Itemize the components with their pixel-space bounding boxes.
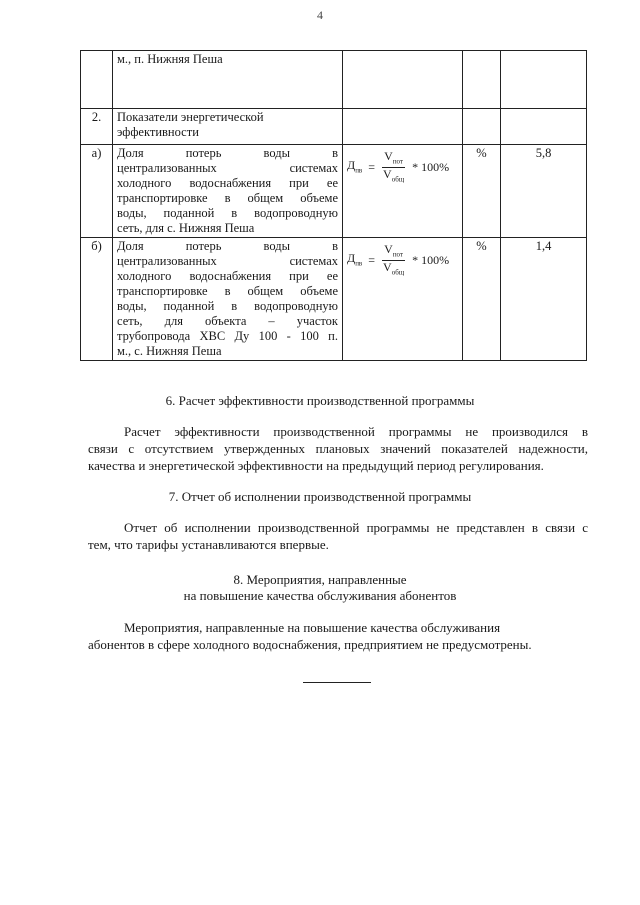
desc-line: м., с. Нижняя Пеша	[117, 344, 222, 358]
fraction-numerator	[382, 150, 405, 168]
formula-symbol: Д	[347, 250, 356, 265]
formula-lhs	[347, 158, 362, 178]
desc-line: воды, поданной в водопроводную	[117, 206, 338, 220]
fraction-denominator	[381, 168, 406, 185]
loss-formula	[347, 150, 458, 186]
desc-line: воды, поданной в водопроводную	[117, 299, 338, 313]
fraction-denominator	[381, 261, 406, 278]
unit-cell: %	[463, 238, 501, 361]
desc-line: Доля потерь воды в	[117, 146, 338, 160]
table-row	[81, 238, 587, 361]
value-cell	[501, 109, 587, 145]
row-description	[113, 51, 343, 109]
desc-line: трубопровода ХВС Ду 100 - 100 п.	[117, 329, 338, 343]
formula-cell	[343, 51, 463, 109]
row-number-cell	[81, 51, 113, 109]
formula-subscript: пв	[355, 166, 363, 175]
numerator-subscript: пот	[392, 250, 404, 259]
row-description	[113, 145, 343, 238]
formula-multiplier: * 100%	[412, 160, 450, 175]
paragraph-line: Мероприятия, направленные на повышение качества обслуживания	[124, 620, 501, 635]
section-8-heading-line-1: 8. Мероприятия, направленные	[233, 572, 407, 587]
desc-line: эффективности	[117, 125, 199, 139]
desc-line: централизованных системах	[117, 161, 338, 175]
formula-cell	[343, 145, 463, 238]
row-description	[113, 109, 343, 145]
desc-line: транспортировке в общем объеме	[117, 284, 338, 298]
unit-cell	[463, 51, 501, 109]
desc-line: холодного водоснабжения при ее	[117, 269, 338, 283]
table-row	[81, 51, 587, 109]
desc-line: транспортировке в общем объеме	[117, 191, 338, 205]
formula-subscript: пв	[355, 259, 363, 268]
formula-cell	[343, 238, 463, 361]
desc-line: Показатели энергетической	[117, 110, 264, 124]
value-cell: 1,4	[501, 238, 587, 361]
section-6-heading: 6. Расчет эффективности производственной программы	[165, 393, 475, 408]
denominator-subscript: общ	[391, 175, 405, 184]
value-cell: 5,8	[501, 145, 587, 238]
table-row	[81, 145, 587, 238]
value-cell	[501, 51, 587, 109]
unit-cell	[463, 109, 501, 145]
paragraph-line: Отчет об исполнении производственной программы не представлен в связи с	[124, 520, 588, 535]
desc-line: централизованных системах	[117, 254, 338, 268]
section-8-paragraph	[88, 619, 568, 653]
section-7-paragraph	[88, 519, 588, 553]
formula-fraction	[381, 150, 406, 186]
formula-symbol: Д	[347, 157, 356, 172]
desc-line: м., п. Нижняя Пеша	[117, 52, 223, 66]
indicators-table	[80, 50, 587, 361]
fraction-numerator	[382, 243, 405, 261]
formula-lhs	[347, 251, 362, 271]
desc-line: Доля потерь воды в	[117, 239, 338, 253]
paragraph-line: абонентов в сфере холодного водоснабжения, предприятием не предусмотрены.	[88, 637, 532, 652]
formula-equals: =	[368, 160, 376, 175]
formula-equals: =	[368, 253, 376, 268]
formula-multiplier: * 100%	[412, 253, 450, 268]
section-6-paragraph	[88, 423, 588, 474]
closing-divider	[303, 682, 371, 683]
section-8-heading-line-2: на повышение качества обслуживания абонентов	[183, 588, 457, 603]
row-description	[113, 238, 343, 361]
paragraph-line: тем, что тарифы устанавливаются впервые.	[88, 537, 329, 552]
denominator-symbol: V	[383, 260, 392, 275]
loss-formula	[347, 243, 458, 279]
paragraph-line: Расчет эффективности производственной программы не производился в	[124, 424, 588, 439]
row-number: а)	[81, 145, 113, 238]
formula-fraction	[381, 243, 406, 279]
desc-line: сеть, для с. Нижняя Пеша	[117, 221, 255, 235]
paragraph-line: качества и энергетической эффективности на предыдущий период регулирования.	[88, 458, 544, 473]
unit-cell: %	[463, 145, 501, 238]
paragraph-line: связи с отсутствием утвержденных плановых значений показателей надежности,	[88, 441, 588, 456]
numerator-subscript: пот	[392, 157, 404, 166]
denominator-subscript: общ	[391, 268, 405, 277]
formula-cell	[343, 109, 463, 145]
row-number: б)	[81, 238, 113, 361]
row-number: 2.	[81, 109, 113, 145]
denominator-symbol: V	[383, 167, 392, 182]
numerator-symbol: V	[384, 242, 393, 256]
numerator-symbol: V	[384, 149, 393, 163]
desc-line: холодного водоснабжения при ее	[117, 176, 338, 190]
section-7-heading: 7. Отчет об исполнении производственной программы	[168, 489, 472, 504]
table-row	[81, 109, 587, 145]
desc-line: сеть, для объекта – участок	[117, 314, 338, 328]
page-number: 4	[317, 8, 323, 22]
